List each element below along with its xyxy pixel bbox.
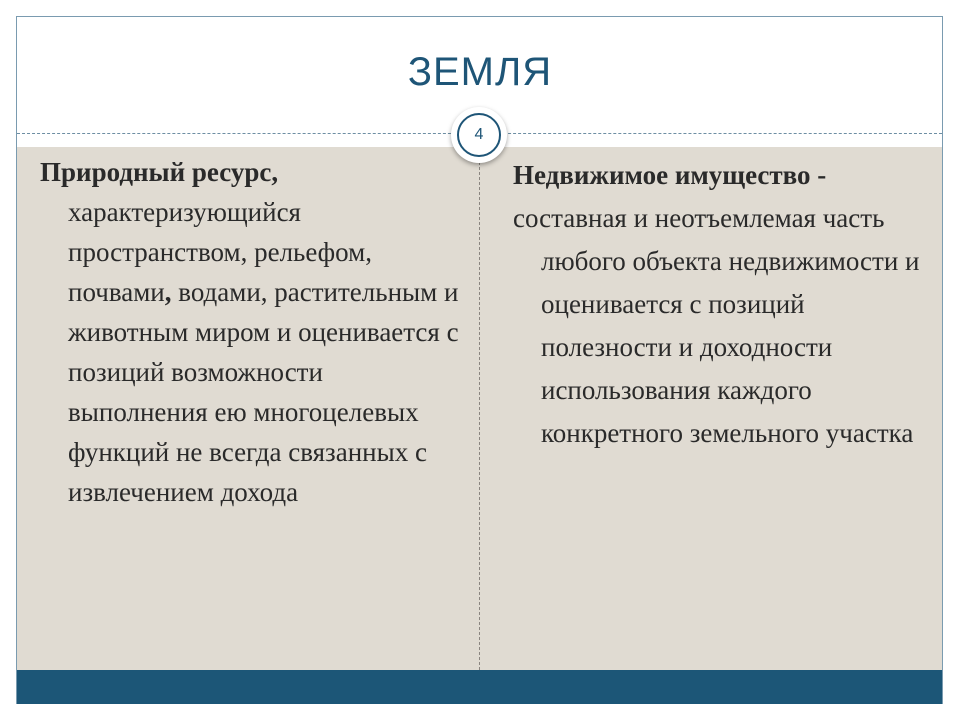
left-heading: Природный ресурс xyxy=(40,157,272,187)
left-body-part2: водами, растительным и животным миром и оценивается с позиций возможности выполнения ею многоцелевых функций не всегда связанных с извлечением дохода xyxy=(68,277,459,507)
left-heading-comma: , xyxy=(271,157,279,187)
right-body: составная и неотъемлемая часть любого объекта недвижимости и оценивается с позиций полезности и доходности использования каждого конкретного земельного участка xyxy=(513,203,920,448)
slide-number: 4 xyxy=(457,113,501,157)
left-column-text xyxy=(40,152,465,512)
left-body-part1: характеризующийся пространством, рельефом, почвами xyxy=(68,197,372,307)
left-column xyxy=(40,152,465,512)
right-column xyxy=(513,154,923,455)
slide-title: ЗЕМЛЯ xyxy=(407,50,553,94)
footer-bar xyxy=(17,670,942,704)
column-divider xyxy=(479,147,480,670)
right-heading: Недвижимое имущество - xyxy=(513,160,827,190)
left-body-comma: , xyxy=(164,277,172,307)
